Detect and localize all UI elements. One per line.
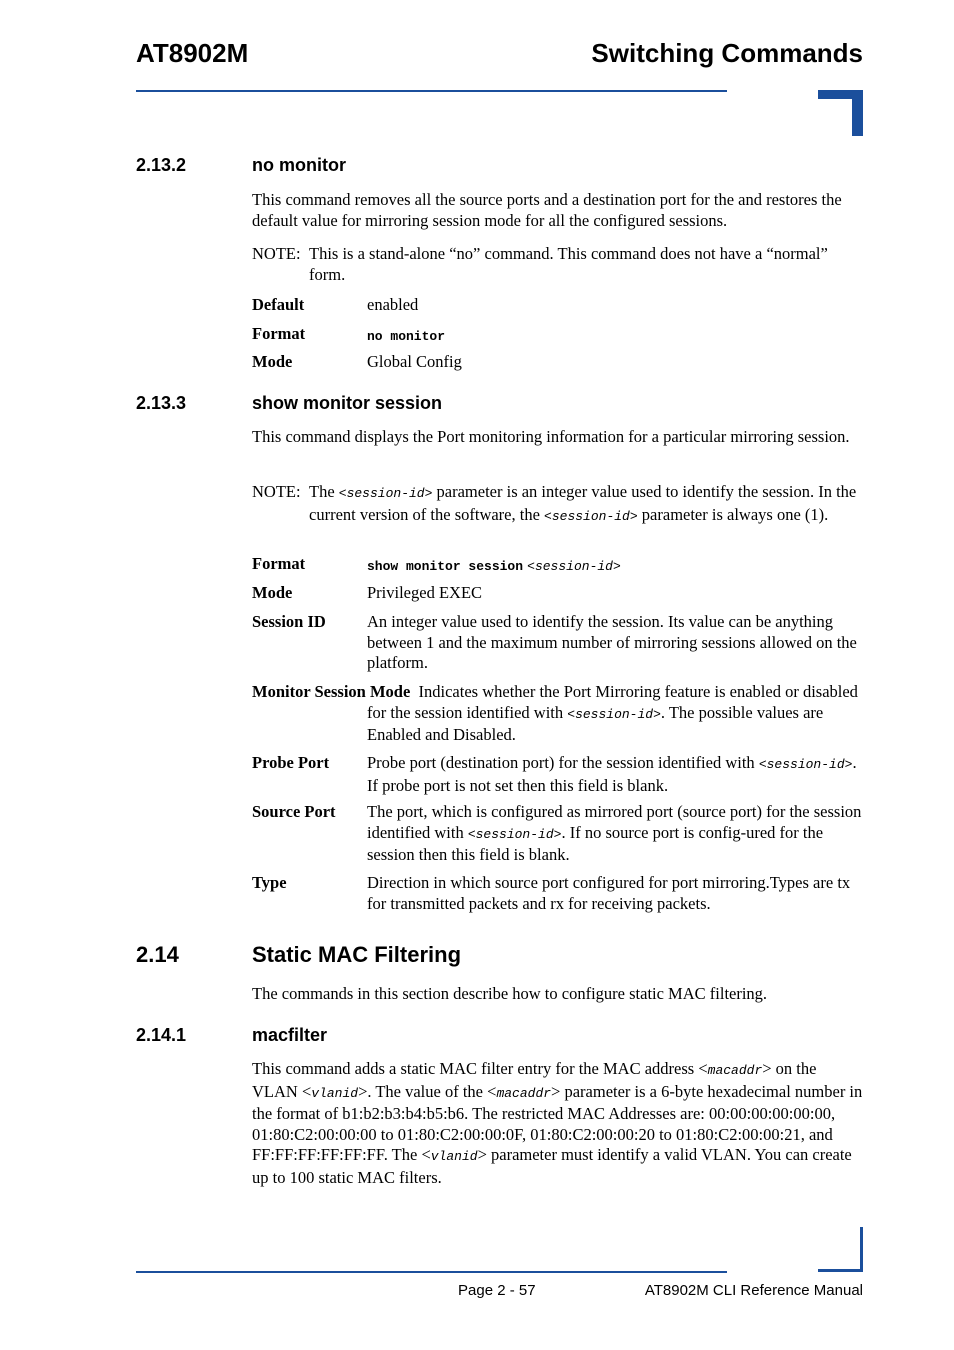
section-2-14-number: 2.14 [136, 942, 179, 967]
source-port-text: . If no source port is config-ured for the session then this field is blank. [367, 822, 824, 865]
macfilter-text: >. The value of the < [358, 1081, 497, 1101]
header-chapter: Switching Commands [591, 38, 863, 68]
session-id-param: <session-id> [758, 757, 853, 772]
macfilter-text: > parameter must identify a valid VLAN. You can create up to 100 static MAC filters. [252, 1145, 852, 1187]
macaddr-param: macaddr [707, 1063, 763, 1078]
mode-value: Privileged EXEC [367, 583, 483, 602]
note-text-part: The [309, 482, 339, 501]
mode-label: Mode [252, 352, 293, 371]
macfilter-text: > on the VLAN < [252, 1059, 817, 1101]
session-id-param: <session-id> [338, 486, 433, 501]
footer-page-number: Page 2 - 57 [458, 1282, 536, 1299]
session-id-description: An integer value used to identify the session. Its value can be anything between 1 and the maximum number of mirroring sessions allowed on the platform. [367, 612, 857, 673]
session-id-param: <session-id> [544, 508, 638, 524]
corner-mark-bottom-horizontal [818, 1269, 863, 1272]
macfilter-text: This command adds a static MAC filter entry for the MAC address < [252, 1059, 708, 1078]
section-2-14-1-number: 2.14.1 [136, 1025, 187, 1045]
source-port-description [367, 802, 864, 866]
probe-port-text: Probe port (destination port) for the session identified with [367, 753, 759, 772]
source-port-text: The port, which is configured as mirrored port (source port) for the session identified with [367, 802, 862, 842]
section-2-14-1-title: macfilter [252, 1025, 328, 1045]
vlanid-param: vlanid [430, 1149, 478, 1165]
source-port-label: Source Port [252, 802, 336, 821]
monitor-session-mode-entry [252, 682, 864, 746]
type-description: Direction in which source port configured for port mirroring.Types are tx for transmitted packets and rx for receiving packets. [367, 873, 851, 913]
section-2-13-2-title: no monitor [252, 155, 346, 175]
corner-mark-top-vertical [852, 90, 863, 136]
note-text-part: parameter is always one (1). [637, 504, 829, 524]
monitor-session-mode-text: . The possible values are Enabled and Disabled. [367, 702, 824, 745]
probe-port-text: . If probe port is not set then this field is blank. [367, 753, 857, 795]
macaddr-param: macaddr [496, 1085, 552, 1101]
section-2-14-title: Static MAC Filtering [252, 942, 462, 967]
vlanid-param: vlanid [311, 1085, 359, 1101]
footer-manual-title: AT8902M CLI Reference Manual [644, 1282, 863, 1299]
monitor-session-mode-text: Indicates whether the Port Mirroring feature is enabled or disabled for the session identified with [367, 682, 858, 722]
session-id-param: <session-id> [567, 706, 661, 722]
default-value: enabled [367, 295, 419, 314]
probe-port-label: Probe Port [252, 753, 330, 772]
format-value [367, 555, 864, 578]
mode-label: Mode [252, 583, 293, 602]
macfilter-text: > parameter is a 6-byte hexadecimal number in the format of b1:b2:b3:b4:b5:b6. The restricted MAC Addresses are: 00:00:00:00:00:00, 01:80:C2:00:00:00 to 01:80:C2:00:00:0F, 01:80:C2:00:00:20 to 01:80:C2:00:00:21, and FF:FF:FF:FF:FF:FF. The < [252, 1081, 863, 1165]
note-text: This is a stand-alone “no” command. This command does not have a “normal” form. [309, 244, 828, 284]
section-2-13-2-number: 2.13.2 [136, 155, 187, 175]
format-command: show monitor session [367, 559, 524, 574]
section-2-13-3-title: show monitor session [252, 393, 443, 413]
format-label: Format [252, 554, 306, 573]
type-label: Type [252, 873, 287, 892]
header-product: AT8902M [136, 38, 249, 68]
corner-mark-bottom [860, 1227, 863, 1272]
default-label: Default [252, 295, 305, 314]
probe-port-description [367, 753, 864, 796]
section-2-13-2-body: This command removes all the source ports and a destination port for the and restores the default value for mirroring session mode for all the configured sessions. [252, 190, 842, 230]
section-2-14-body: The commands in this section describe how to configure static MAC filtering. [252, 984, 768, 1003]
monitor-session-mode-label: Monitor Session Mode [252, 682, 411, 701]
format-label: Format [252, 324, 306, 343]
session-id-label: Session ID [252, 612, 326, 631]
format-command: no monitor [367, 329, 446, 344]
footer-rule [136, 1271, 727, 1273]
note-label: NOTE: [252, 482, 301, 501]
header-rule [136, 90, 727, 92]
session-id-param: <session-id> [467, 826, 562, 842]
note-text-part: parameter is an integer value used to identify the session. In the current version of the software, the [309, 482, 857, 524]
section-2-13-3-body: This command displays the Port monitoring information for a particular mirroring session. [252, 427, 850, 446]
session-id-param: <session-id> [527, 559, 621, 574]
format-value [367, 325, 864, 348]
section-2-13-3-number: 2.13.3 [136, 393, 187, 413]
section-2-14-1-body [252, 1059, 864, 1189]
note-text [309, 482, 864, 527]
note-label: NOTE: [252, 244, 301, 263]
mode-value: Global Config [367, 352, 462, 371]
